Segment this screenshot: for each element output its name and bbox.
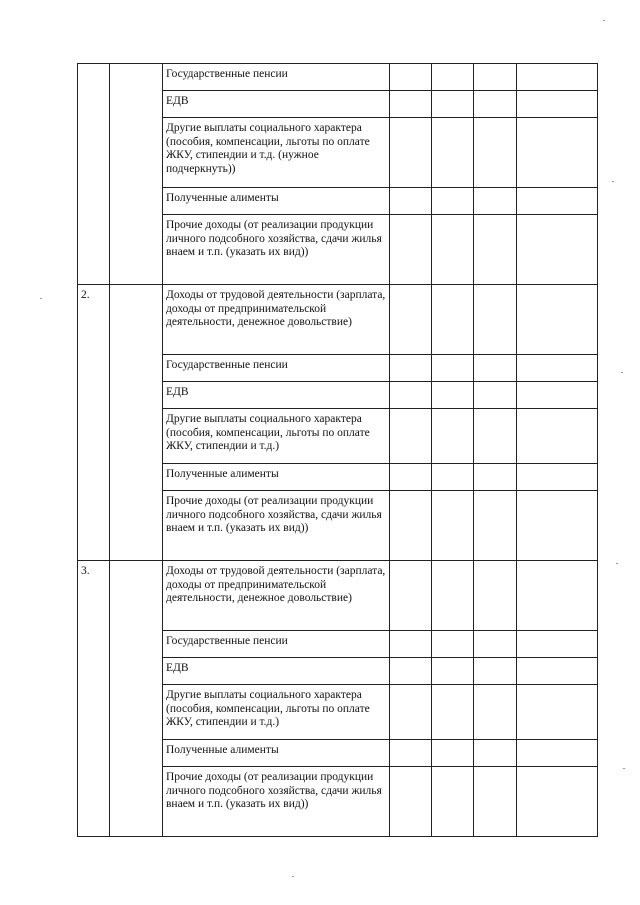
amount-cell[interactable] [390, 64, 432, 91]
scan-speck [621, 372, 623, 373]
amount-cell[interactable] [390, 91, 432, 118]
amount-cell[interactable] [432, 740, 474, 767]
income-type-label: Прочие доходы (от реализации продукции личного подсобного хозяйства, сдачи жилья внаем и т.п. (указать их вид)) [163, 767, 390, 837]
amount-cell[interactable] [432, 464, 474, 491]
amount-cell[interactable] [474, 658, 517, 685]
amount-cell[interactable] [474, 685, 517, 740]
amount-cell[interactable] [432, 409, 474, 464]
income-type-label: Другие выплаты социального характера (пособия, компенсации, льготы по оплате ЖКУ, стипендии и т.д.) [163, 685, 390, 740]
table-row [78, 285, 598, 355]
amount-cell[interactable] [390, 767, 432, 837]
amount-cell[interactable] [432, 91, 474, 118]
amount-cell[interactable] [517, 91, 598, 118]
amount-cell[interactable] [517, 464, 598, 491]
member-name-cell[interactable] [110, 561, 163, 837]
amount-cell[interactable] [474, 740, 517, 767]
amount-cell[interactable] [474, 215, 517, 285]
income-type-label: ЕДВ [163, 382, 390, 409]
income-type-label: Доходы от трудовой деятельности (зарплата, доходы от предпринимательской деятельности, денежное довольствие) [163, 285, 390, 355]
member-name-cell[interactable] [110, 285, 163, 561]
amount-cell[interactable] [432, 491, 474, 561]
amount-cell[interactable] [432, 355, 474, 382]
income-type-label: Государственные пенсии [163, 355, 390, 382]
amount-cell[interactable] [390, 409, 432, 464]
table-row [78, 561, 598, 631]
amount-cell[interactable] [474, 188, 517, 215]
amount-cell[interactable] [390, 118, 432, 188]
income-type-label: Прочие доходы (от реализации продукции личного подсобного хозяйства, сдачи жилья внаем и т.п. (указать их вид)) [163, 491, 390, 561]
amount-cell[interactable] [517, 767, 598, 837]
amount-cell[interactable] [474, 382, 517, 409]
amount-cell[interactable] [474, 118, 517, 188]
member-name-cell[interactable] [110, 64, 163, 285]
scan-speck [616, 563, 618, 564]
amount-cell[interactable] [432, 382, 474, 409]
amount-cell[interactable] [390, 685, 432, 740]
amount-cell[interactable] [432, 215, 474, 285]
amount-cell[interactable] [517, 631, 598, 658]
amount-cell[interactable] [517, 285, 598, 355]
income-type-label: Государственные пенсии [163, 64, 390, 91]
amount-cell[interactable] [390, 491, 432, 561]
income-type-label: ЕДВ [163, 658, 390, 685]
income-type-label: Полученные алименты [163, 464, 390, 491]
amount-cell[interactable] [390, 561, 432, 631]
amount-cell[interactable] [474, 491, 517, 561]
amount-cell[interactable] [390, 285, 432, 355]
amount-cell[interactable] [432, 561, 474, 631]
amount-cell[interactable] [517, 118, 598, 188]
amount-cell[interactable] [517, 64, 598, 91]
income-type-label: Государственные пенсии [163, 631, 390, 658]
amount-cell[interactable] [432, 64, 474, 91]
table-row [78, 64, 598, 91]
amount-cell[interactable] [474, 409, 517, 464]
amount-cell[interactable] [474, 355, 517, 382]
section-number-cell: 3. [78, 561, 110, 837]
amount-cell[interactable] [517, 658, 598, 685]
income-type-label: Доходы от трудовой деятельности (зарплата, доходы от предпринимательской деятельности, денежное довольствие) [163, 561, 390, 631]
amount-cell[interactable] [517, 355, 598, 382]
amount-cell[interactable] [474, 561, 517, 631]
amount-cell[interactable] [390, 658, 432, 685]
amount-cell[interactable] [390, 215, 432, 285]
amount-cell[interactable] [432, 685, 474, 740]
income-type-label: ЕДВ [163, 91, 390, 118]
amount-cell[interactable] [474, 64, 517, 91]
scan-speck [623, 768, 625, 769]
income-type-label: Прочие доходы (от реализации продукции личного подсобного хозяйства, сдачи жилья внаем и т.п. (указать их вид)) [163, 215, 390, 285]
amount-cell[interactable] [390, 188, 432, 215]
amount-cell[interactable] [390, 464, 432, 491]
income-type-label: Другие выплаты социального характера (пособия, компенсации, льготы по оплате ЖКУ, стипендии и т.д.) [163, 409, 390, 464]
amount-cell[interactable] [474, 767, 517, 837]
amount-cell[interactable] [517, 740, 598, 767]
amount-cell[interactable] [432, 767, 474, 837]
amount-cell[interactable] [390, 631, 432, 658]
amount-cell[interactable] [517, 685, 598, 740]
amount-cell[interactable] [474, 91, 517, 118]
income-table [77, 63, 598, 837]
scan-speck [603, 20, 605, 21]
section-number-cell: 2. [78, 285, 110, 561]
amount-cell[interactable] [517, 382, 598, 409]
amount-cell[interactable] [517, 409, 598, 464]
amount-cell[interactable] [390, 382, 432, 409]
amount-cell[interactable] [390, 740, 432, 767]
scan-speck [40, 298, 42, 299]
amount-cell[interactable] [432, 118, 474, 188]
amount-cell[interactable] [432, 285, 474, 355]
amount-cell[interactable] [517, 215, 598, 285]
amount-cell[interactable] [432, 188, 474, 215]
amount-cell[interactable] [517, 561, 598, 631]
income-type-label: Полученные алименты [163, 740, 390, 767]
amount-cell[interactable] [474, 285, 517, 355]
section-number-cell [78, 64, 110, 285]
income-type-label: Полученные алименты [163, 188, 390, 215]
income-type-label: Другие выплаты социального характера (пособия, компенсации, льготы по оплате ЖКУ, стипендии и т.д. (нужное подчеркнуть)) [163, 118, 390, 188]
amount-cell[interactable] [474, 464, 517, 491]
amount-cell[interactable] [517, 188, 598, 215]
scan-speck [292, 876, 294, 877]
scan-speck [612, 181, 614, 182]
amount-cell[interactable] [517, 491, 598, 561]
amount-cell[interactable] [432, 631, 474, 658]
amount-cell[interactable] [432, 658, 474, 685]
amount-cell[interactable] [390, 355, 432, 382]
amount-cell[interactable] [474, 631, 517, 658]
